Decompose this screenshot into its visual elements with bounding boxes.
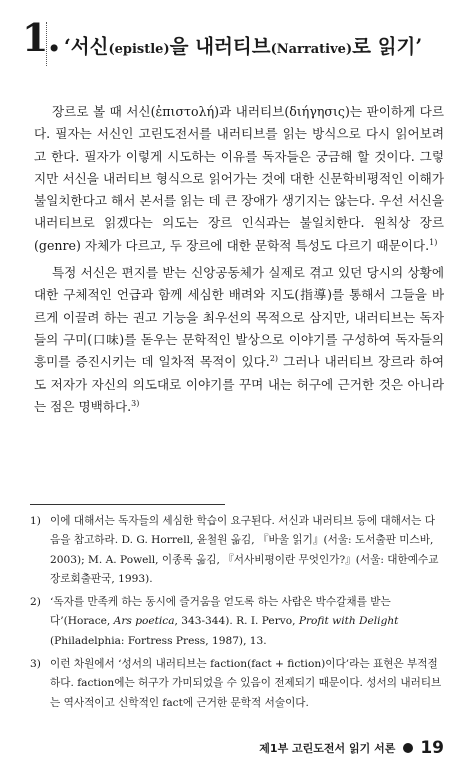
title-paren-epistle: (epistle) — [108, 42, 170, 57]
title-mid: 을 내러티브 — [169, 35, 271, 58]
footnote — [30, 593, 444, 651]
chapter-title — [64, 34, 422, 63]
page-number: 19 — [420, 738, 444, 758]
title-close: 로 읽기’ — [352, 35, 423, 58]
footnote-text-part: ‘독자를 만족케 하는 동시에 즐거움을 얻도록 하는 사람은 박수갈채를 받는다’(Horace, — [50, 596, 391, 628]
footnote — [30, 512, 444, 589]
footnote-ref[interactable]: 3) — [131, 398, 140, 408]
paragraph-text: 그러나 내러티브 장르라 하여도 저자가 자신의 의도대로 이야기를 꾸며 내는 허구에 근거한 것은 아니라는 점은 명백하다. — [34, 354, 445, 414]
running-footer-label: 제1부 고린도전서 읽기 서론 — [259, 742, 396, 755]
paragraph-text: 특정 서신은 편지를 받는 신앙공동체가 실제로 겪고 있던 당시의 상황에 대한 구체적인 언급과 함께 세심한 배려와 지도(指導)를 통해서 그들을 바르게 이끌려 하는 권고 기능을 최우선의 목적으로 삼지만, 내러티브는 독자들의 구미(口味)를 돋우는 문학적인 발상으로 이야기를 구성하여 독자들의 흥미를 증진시키는 데 일차적 목적이 있다. — [34, 265, 444, 370]
footnote-text-part: (Philadelphia: Fortress Press, 1987), 13. — [50, 634, 267, 647]
footnote-text: 이런 차원에서 ‘성서의 내러티브는 faction(fact + fiction)이다’라는 표현은 부적절하다. faction에는 허구가 가미되었을 수 있음이 전제되기 때문이다. 성서의 내러티브는 역사적이고 신학적인 fact에 근거한 문학적 서술이다. — [50, 658, 442, 709]
footnote-work-title: Ars poetica — [113, 615, 175, 628]
footnotes — [30, 512, 444, 717]
footnote-text-part: , 343-344). R. I. Pervo, — [174, 615, 299, 628]
body-text — [34, 101, 444, 423]
footnote-number: 2) — [30, 596, 41, 609]
paragraph — [34, 101, 444, 257]
footnote-number: 3) — [30, 658, 41, 671]
chapter-number: 1. — [22, 15, 60, 60]
footnote-text: 이에 대해서는 독자들의 세심한 학습이 요구된다. 서신과 내러티브 등에 대해서는 다음을 참고하라. D. G. Horrell, 윤철원 옮김, 『바울 읽기』(서울: 도서출판 미스바, 2003); M. A. Powell, 이종록 옮김, 『서사비평이란 무엇인가?』(서울: 대한예수교장로회출판국, 1993). — [50, 515, 439, 585]
footnote-ref[interactable]: 1) — [429, 237, 438, 247]
footnote-work-title: Profit with Delight — [298, 615, 399, 628]
title-open: ‘서신 — [64, 35, 109, 58]
footnote-number: 1) — [30, 515, 41, 527]
footnote-ref[interactable]: 2) — [269, 354, 279, 364]
paragraph-text: 장르로 볼 때 서신(ἐπιστολή)과 내러티브(διήγησις)는 판이하게 다르다. 필자는 서신인 고린도전서를 내러티브를 읽는 방식으로 다시 읽어보려고 한다. 필자가 이렇게 시도하는 이유를 독자들은 궁금해 할 것이다. 그렇지만 서신을 내러티브 형식으로 읽어가는 것에 대한 신문학비평적인 이해가 불일치한다고 해서 본서를 읽는 데 큰 장애가 생기지는 않는다. 우선 서신을 내러티브로 읽겠다는 의도는 장르 인식과는 불일치한다. 원칙상 장르(genre) 자체가 다르고, 두 장르에 대한 문학적 특성도 다르기 때문이다. — [34, 104, 444, 253]
bullet-icon — [403, 743, 413, 753]
footnote-text — [50, 593, 444, 651]
paragraph — [34, 262, 444, 418]
page-footer — [259, 738, 444, 758]
footnote — [30, 655, 444, 713]
footnote-divider — [30, 504, 225, 505]
chapter-divider — [46, 22, 47, 66]
title-paren-narrative: (Narrative) — [270, 42, 353, 57]
